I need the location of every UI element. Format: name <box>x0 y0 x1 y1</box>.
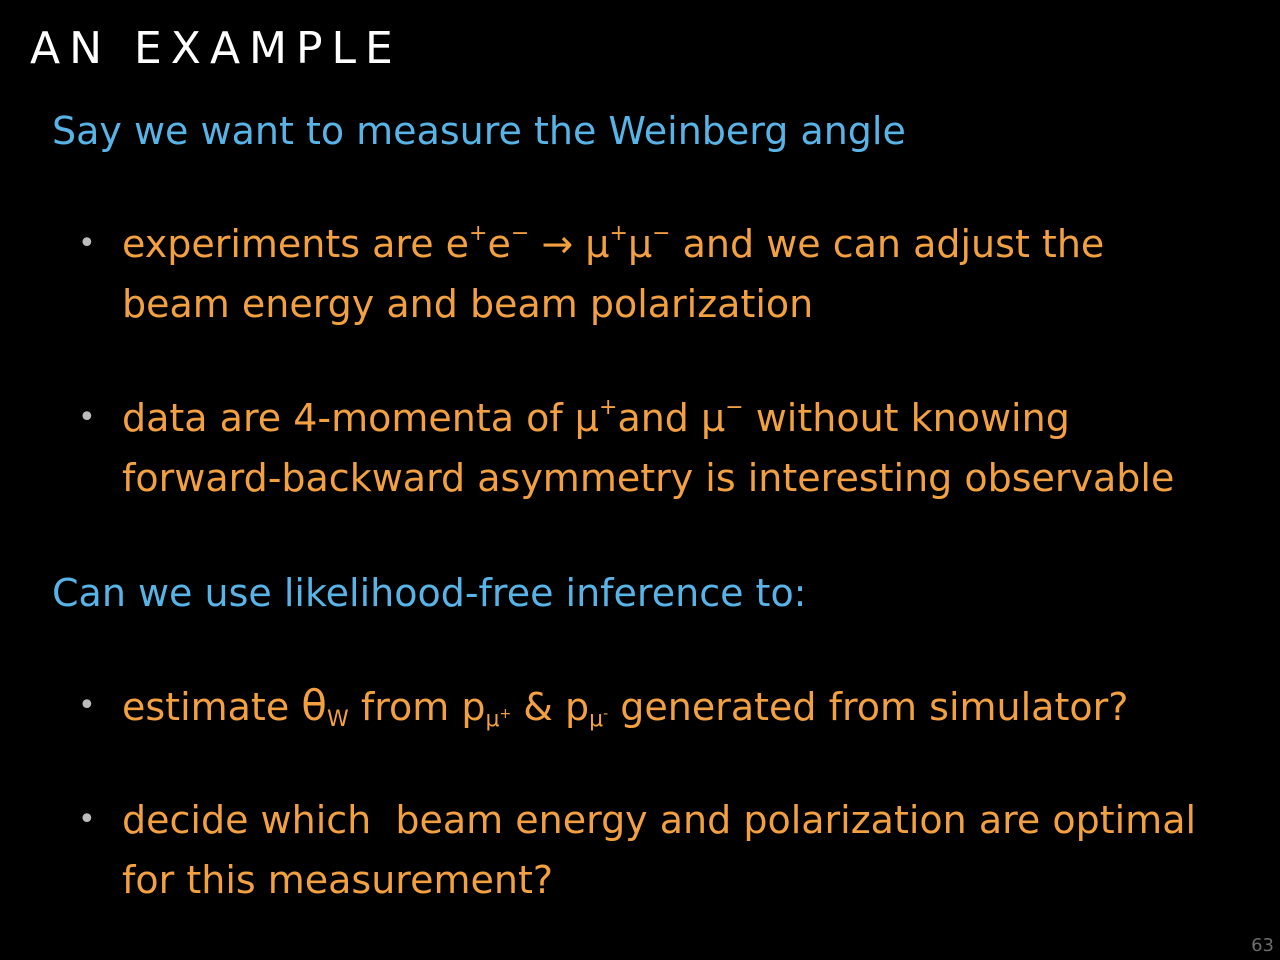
subscript <box>485 707 511 732</box>
heading-weinberg: Say we want to measure the Weinberg angle <box>52 109 906 153</box>
bullet-text <box>122 388 1174 508</box>
bullet-line: for this measurement? <box>122 858 554 902</box>
text-segment: and we can adjust the <box>670 222 1105 266</box>
text-segment: and μ <box>617 396 726 440</box>
bullet-line <box>122 676 1128 737</box>
text-segment: μ <box>627 222 653 266</box>
arrow-symbol: → μ <box>529 222 610 266</box>
bullet-dot: • <box>78 688 96 723</box>
superscript: + <box>609 221 628 246</box>
superscript: − <box>725 395 744 420</box>
bullet-text <box>122 790 1196 910</box>
text-segment: data are 4-momenta of μ <box>122 396 599 440</box>
bullet-text <box>122 214 1104 334</box>
theta-symbol: θ <box>301 681 327 730</box>
bullet-line <box>122 388 1174 448</box>
subscript <box>589 707 608 732</box>
subscript-mu: μ <box>485 707 500 732</box>
bullet-line <box>122 214 1104 274</box>
heading-inference: Can we use likelihood-free inference to: <box>52 571 807 615</box>
bullet-dot: • <box>78 400 96 435</box>
text-segment: estimate <box>122 685 302 729</box>
superscript: + <box>499 706 512 722</box>
text-segment: from p <box>348 685 486 729</box>
text-segment: generated from simulator? <box>608 685 1129 729</box>
bullet-line: decide which beam energy and polarization are optimal <box>122 798 1197 842</box>
superscript: - <box>603 706 609 722</box>
text-segment: e <box>487 222 511 266</box>
subscript: W <box>327 707 349 732</box>
text-segment: without knowing <box>743 396 1070 440</box>
page-number: 63 <box>1251 935 1274 956</box>
superscript: + <box>599 395 618 420</box>
text-segment: & p <box>511 685 590 729</box>
superscript: − <box>652 221 671 246</box>
slide-title: AN EXAMPLE <box>30 23 402 74</box>
bullet-line: beam energy and beam polarization <box>122 282 814 326</box>
bullet-dot: • <box>78 226 96 261</box>
bullet-dot: • <box>78 802 96 837</box>
superscript: + <box>469 221 488 246</box>
bullet-line: forward-backward asymmetry is interesting observable <box>122 456 1175 500</box>
bullet-text <box>122 676 1128 737</box>
subscript-mu: μ <box>589 707 604 732</box>
text-segment: experiments are e <box>122 222 470 266</box>
superscript: − <box>510 221 530 246</box>
